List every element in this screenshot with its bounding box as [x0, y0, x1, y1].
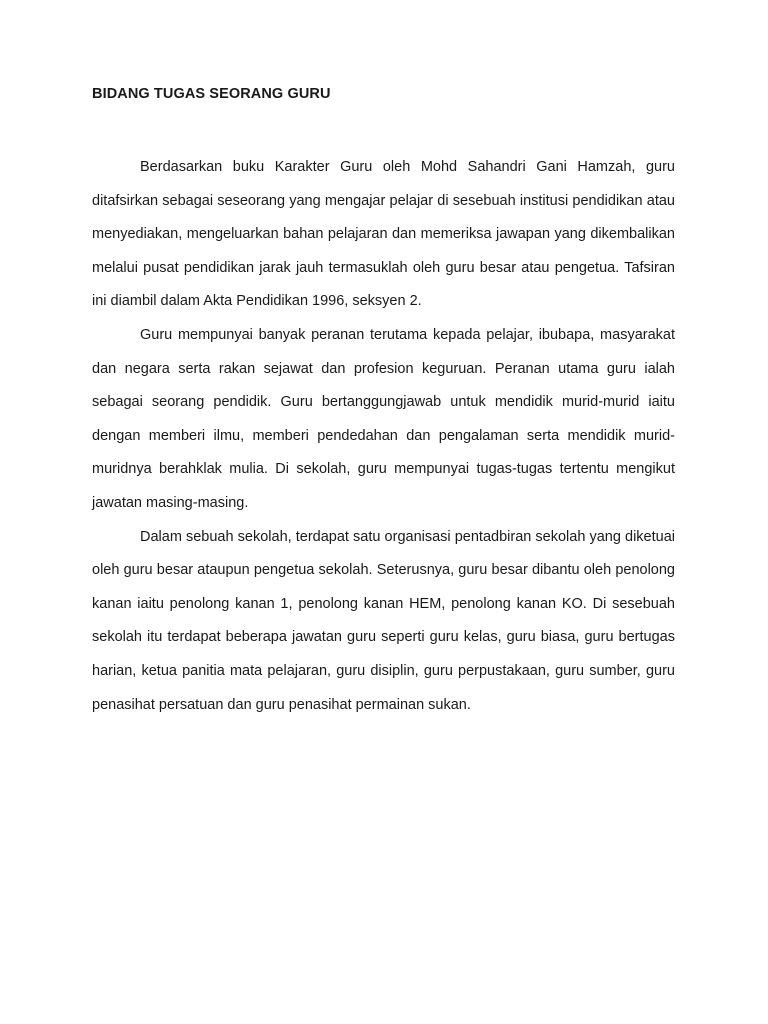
document-body	[92, 151, 675, 722]
paragraph-organization: Dalam sebuah sekolah, terdapat satu organisasi pentadbiran sekolah yang diketuai oleh guru besar ataupun pengetua sekolah. Seterusnya, guru besar dibantu oleh penolong kanan iaitu penolong kanan 1, penolong kanan HEM, penolong kanan KO. Di sesebuah sekolah itu terdapat beberapa jawatan guru seperti guru kelas, guru biasa, guru bertugas harian, ketua panitia mata pelajaran, guru disiplin, guru perpustakaan, guru sumber, guru penasihat persatuan dan guru penasihat permainan sukan.	[92, 528, 675, 713]
paragraph-roles: Guru mempunyai banyak peranan terutama kepada pelajar, ibubapa, masyarakat dan negara serta rakan sejawat dan profesion keguruan. Peranan utama guru ialah sebagai seorang pendidik. Guru bertanggungjawab untuk mendidik murid-murid iaitu dengan memberi ilmu, memberi pendedahan dan pengalaman serta mendidik murid-muridnya berahklak mulia. Di sekolah, guru mempunyai tugas-tugas tertentu mengikut jawatan masing-masing.	[92, 326, 675, 511]
document-content	[92, 84, 675, 722]
document-title: BIDANG TUGAS SEORANG GURU	[92, 86, 331, 102]
paragraph-definition: Berdasarkan buku Karakter Guru oleh Mohd Sahandri Gani Hamzah, guru ditafsirkan sebagai seseorang yang mengajar pelajar di sesebuah institusi pendidikan atau menyediakan, mengeluarkan bahan pelajaran dan memeriksa jawapan yang dikembalikan melalui pusat pendidikan jarak jauh termasuklah oleh guru besar atau pengetua. Tafsiran ini diambil dalam Akta Pendidikan 1996, seksyen 2.	[92, 159, 675, 310]
